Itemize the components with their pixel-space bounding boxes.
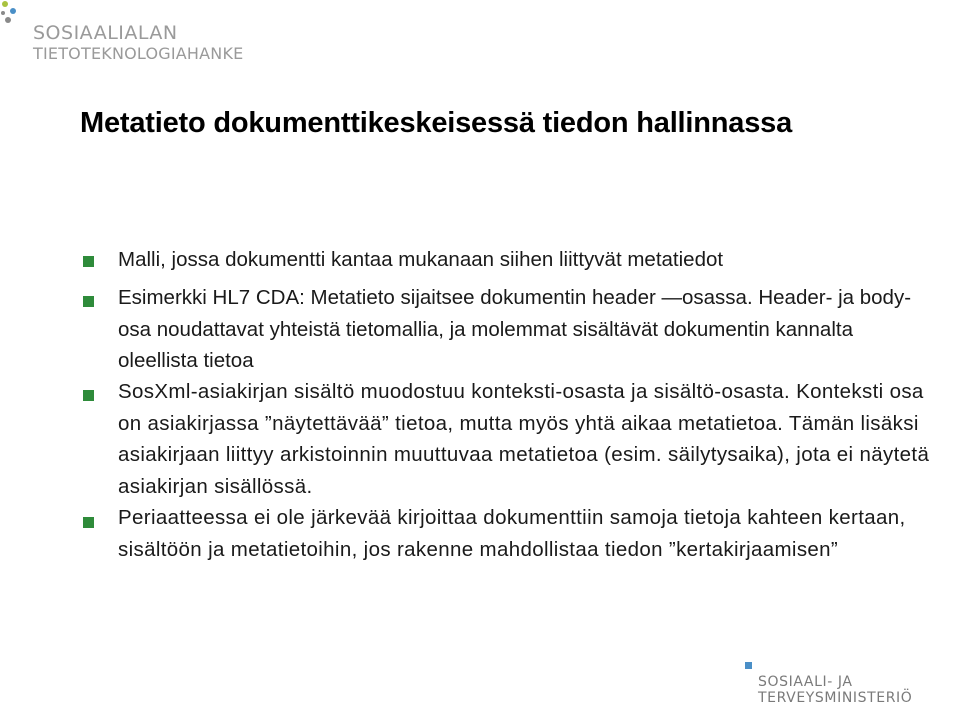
logo-text-line2: TIETOTEKNOLOGIAHANKE bbox=[33, 44, 244, 63]
logo-square-icon bbox=[745, 662, 752, 669]
sosiaalialan-tietoteknologiahanke-logo bbox=[0, 0, 300, 70]
logo-dot-green bbox=[2, 1, 8, 7]
bullet-text: Malli, jossa dokumentti kantaa mukanaan siihen liittyvät metatiedot bbox=[118, 248, 724, 271]
bullet-square-icon bbox=[83, 256, 94, 267]
bullet-square-icon bbox=[83, 517, 94, 528]
bullet-square-icon bbox=[83, 296, 94, 307]
logo-text-line1: SOSIAALI- JA bbox=[758, 674, 853, 690]
logo-dot-gray-small bbox=[1, 11, 5, 15]
logo-dots-icon bbox=[0, 0, 30, 30]
logo-dot-blue bbox=[10, 8, 16, 14]
logo-text-line1: SOSIAALIALAN bbox=[33, 22, 178, 44]
sosiaali-ja-terveysministerio-logo bbox=[740, 660, 950, 707]
slide-title: Metatieto dokumenttikeskeisessä tiedon hallinnassa bbox=[80, 107, 793, 139]
bullet-text: SosXml-asiakirjan sisältö muodostuu konteksti-osasta ja sisältö-osasta. Konteksti osa on asiakirjassa ”näytettävää” tietoa, mutta myös yhtä aikaa metatietoa. Tämän lisäksi asiakirjaan liittyy arkistoinnin muuttuvaa metatietoa (esim. säilytysaika), jota ei näytetä asiakirjan sisällössä. bbox=[118, 380, 930, 498]
logo-text-line2: TERVEYSMINISTERIÖ bbox=[758, 690, 913, 706]
bullet-text: Periaatteessa ei ole järkevää kirjoittaa dokumenttiin samoja tietoja kahteen kertaan, sisältöön ja metatietoihin, jos rakenne mahdollistaa tiedon ”kertakirjaamisen” bbox=[118, 506, 906, 561]
logo-dot-gray bbox=[5, 17, 11, 23]
bullet-square-icon bbox=[83, 390, 94, 401]
bullet-text: Esimerkki HL7 CDA: Metatieto sijaitsee dokumentin header —osassa. Header- ja body-osa noudattavat yhteistä tietomallia, ja molemmat sisältävät dokumentin kannalta oleellista tietoa bbox=[118, 286, 912, 372]
